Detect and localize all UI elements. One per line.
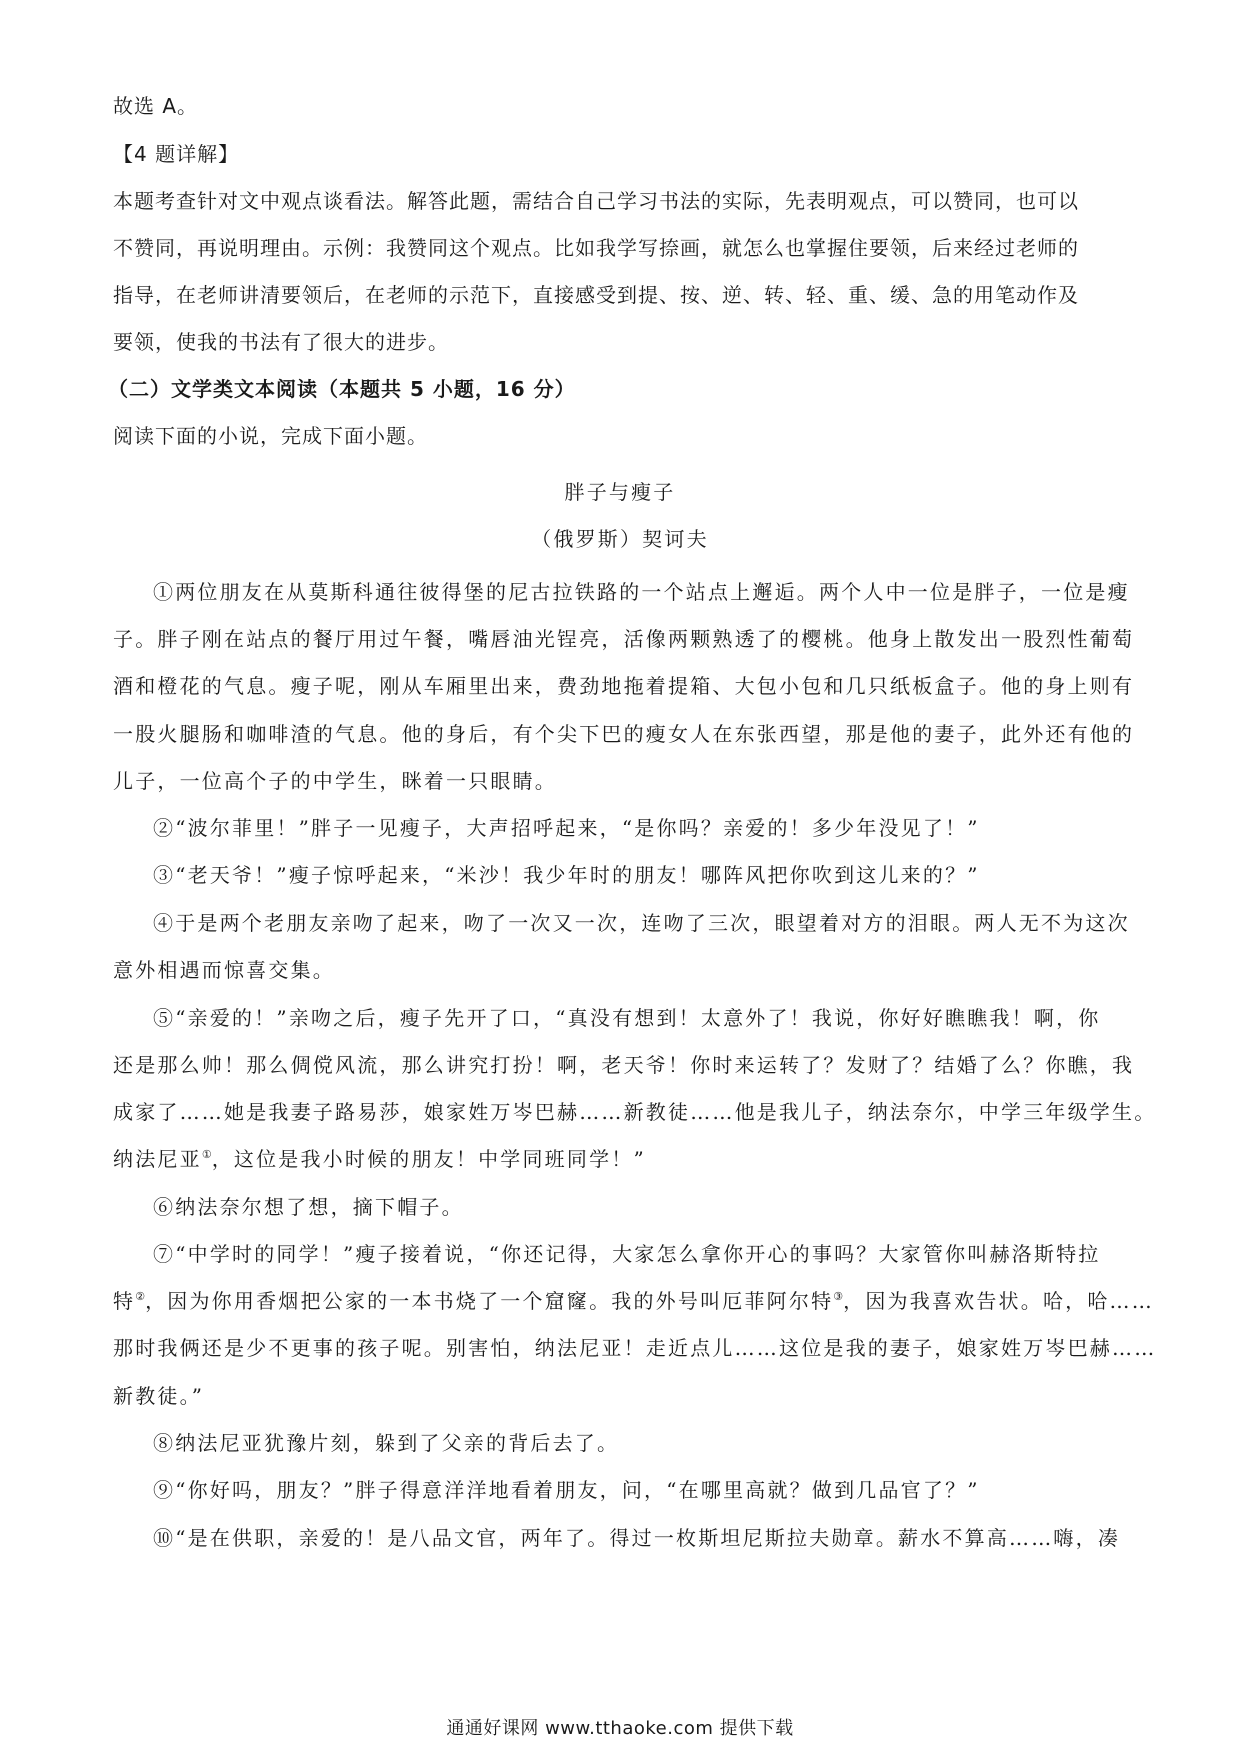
story-author: （俄罗斯）契诃夫	[531, 527, 709, 551]
text-fragment: ，因为你用香烟把公家的一本书烧了一个窟窿。我的外号叫厄菲阿尔特	[145, 1289, 834, 1313]
text-fragment: ，这位是我小时候的朋友！中学同班同学！”	[211, 1147, 646, 1171]
q4-header: 【4 题详解】	[113, 142, 240, 166]
paragraph-line: 一股火腿肠和咖啡渣的气息。他的身后，有个尖下巴的瘦女人在东张西望，那是他的妻子，此外还有他的	[113, 722, 1135, 746]
story-title: 胖子与瘦子	[564, 480, 676, 504]
instruction-line: 阅读下面的小说，完成下面小题。	[113, 424, 428, 448]
q4-text-line: 要领，使我的书法有了很大的进步。	[113, 330, 449, 354]
footnote-marker: ①	[201, 1148, 212, 1161]
paragraph-line: 新教徒。”	[113, 1384, 205, 1408]
paragraph-line: 酒和橙花的气息。瘦子呢，刚从车厢里出来，费劲地拖着提箱、大包小包和几只纸板盒子。他的身上则有	[113, 674, 1135, 698]
answer-line: 故选 A。	[113, 94, 199, 118]
footnote-marker: ②	[135, 1290, 146, 1303]
paragraph-line: ②“波尔菲里！”胖子一见瘦子，大声招呼起来，“是你吗？亲爱的！多少年没见了！”	[153, 816, 980, 840]
text-fragment: 特	[113, 1289, 136, 1313]
paragraph-line: 子。胖子刚在站点的餐厅用过午餐，嘴唇油光锃亮，活像两颗熟透了的樱桃。他身上散发出一股烈性葡萄	[113, 627, 1135, 651]
paragraph-line: ⑨“你好吗，朋友？”胖子得意洋洋地看着朋友，问，“在哪里高就？做到几品官了？”	[153, 1478, 980, 1502]
section-title: （二）文学类文本阅读（本题共 5 小题，16 分）	[108, 377, 576, 401]
text-fragment: 纳法尼亚	[113, 1147, 202, 1171]
paragraph-line	[113, 1287, 1154, 1315]
text-fragment: ，因为我喜欢告状。哈，哈……	[843, 1289, 1154, 1313]
paragraph-line: 意外相遇而惊喜交集。	[113, 958, 335, 982]
footnote-marker: ③	[833, 1290, 844, 1303]
paragraph-line: ⑥纳法奈尔想了想，摘下帽子。	[153, 1195, 464, 1219]
paragraph-line: 还是那么帅！那么倜傥风流，那么讲究打扮！啊，老天爷！你时来运转了？发财了？结婚了么？你瞧，我	[113, 1053, 1135, 1077]
paragraph-line: ①两位朋友在从莫斯科通往彼得堡的尼古拉铁路的一个站点上邂逅。两个人中一位是胖子，一位是瘦	[153, 580, 1130, 604]
paragraph-line: 儿子，一位高个子的中学生，眯着一只眼睛。	[113, 769, 557, 793]
paragraph-line: ③“老天爷！”瘦子惊呼起来，“米沙！我少年时的朋友！哪阵风把你吹到这儿来的？”	[153, 863, 980, 887]
q4-text-line: 指导，在老师讲清要领后，在老师的示范下，直接感受到提、按、逆、转、轻、重、缓、急的用笔动作及	[113, 283, 1079, 307]
paragraph-line: ⑤“亲爱的！”亲吻之后，瘦子先开了口，“真没有想到！太意外了！我说，你好好瞧瞧我！啊，你	[153, 1006, 1101, 1030]
paragraph-line: 成家了……她是我妻子路易莎，娘家姓万岑巴赫……新教徒……他是我儿子，纳法奈尔，中学三年级学生。	[113, 1100, 1157, 1124]
paragraph-line: ④于是两个老朋友亲吻了起来，吻了一次又一次，连吻了三次，眼望着对方的泪眼。两人无不为这次	[153, 911, 1130, 935]
paragraph-line: ⑧纳法尼亚犹豫片刻，躲到了父亲的背后去了。	[153, 1431, 620, 1455]
q4-text-line: 本题考查针对文中观点谈看法。解答此题，需结合自己学习书法的实际，先表明观点，可以赞同，也可以	[113, 189, 1079, 213]
paragraph-line	[113, 1145, 1133, 1173]
paragraph-line: ⑩“是在供职，亲爱的！是八品文官，两年了。得过一枚斯坦尼斯拉夫勋章。薪水不算高……嗨，凑	[153, 1526, 1121, 1550]
paragraph-line: 那时我俩还是少不更事的孩子呢。别害怕，纳法尼亚！走近点儿……这位是我的妻子，娘家姓万岑巴赫……	[113, 1336, 1157, 1360]
paragraph-line: ⑦“中学时的同学！”瘦子接着说，“你还记得，大家怎么拿你开心的事吗？大家管你叫赫洛斯特拉	[153, 1242, 1101, 1266]
footer-source: 通通好课网 www.tthaoke.com 提供下载	[446, 1718, 794, 1739]
q4-text-line: 不赞同，再说明理由。示例：我赞同这个观点。比如我学写捺画，就怎么也掌握住要领，后来经过老师的	[113, 236, 1079, 260]
